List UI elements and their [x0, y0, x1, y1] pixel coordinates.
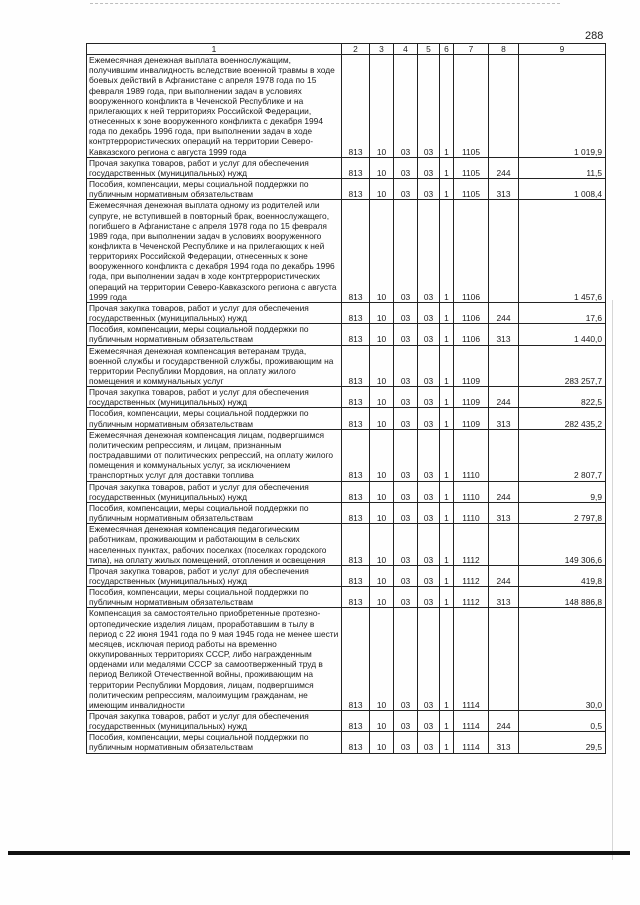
table-row: [87, 345, 606, 387]
row-code: 1110: [454, 502, 489, 523]
row-amount: 149 306,6: [519, 524, 606, 566]
row-code: 10: [370, 324, 394, 345]
table-row: [87, 179, 606, 200]
row-code: 03: [418, 481, 440, 502]
row-code: 10: [370, 55, 394, 158]
table-row: [87, 565, 606, 586]
row-code: 1: [440, 524, 454, 566]
row-code: 03: [418, 429, 440, 481]
row-code: 10: [370, 481, 394, 502]
row-amount: 822,5: [519, 387, 606, 408]
row-code: 1109: [454, 345, 489, 387]
table-row: [87, 481, 606, 502]
row-code: 03: [394, 408, 418, 429]
row-code: 03: [418, 302, 440, 323]
row-description: Ежемесячная денежная выплата одному из родителей или супруге, не вступившей в повторный брак, военнослужащего, погибшего в Афганистане с апреля 1978 года по 15 февраля 1989 года, при выполнении задач в условиях вооруженного конфликта в Чеченской Республике и на прилегающих к ней территориях Российской Федерации, отнесенных к зоне вооруженного конфликта с декабря 1994 года по декабрь 1996 года, при выполнении задач в ходе контртеррористических операций на территории Северо-Кавказского региона с августа 1999 года: [87, 200, 342, 303]
row-code: 03: [394, 345, 418, 387]
row-description: Ежемесячная денежная компенсация педагогическим работникам, проживающим и работающим в сельских населенных пунктах, рабочих поселках (поселках городского типа), на оплату жилых помещений, отопления и освещения: [87, 524, 342, 566]
row-code: 03: [418, 324, 440, 345]
row-code: 10: [370, 587, 394, 608]
row-code: 1114: [454, 711, 489, 732]
row-code: 313: [489, 179, 519, 200]
row-code: 813: [342, 524, 370, 566]
row-code: 1: [440, 481, 454, 502]
row-description: Ежемесячная денежная компенсация лицам, подвергшимся политическим репрессиям, и лицам, признанным пострадавшими от политических репрессий, на оплату жилого помещения и коммунальных услуг, за исключением транспортных услуг для доставки топлива: [87, 429, 342, 481]
row-code: 813: [342, 324, 370, 345]
row-code: 1: [440, 732, 454, 753]
row-code: 10: [370, 345, 394, 387]
row-code: [489, 429, 519, 481]
row-code: 03: [418, 408, 440, 429]
row-code: 10: [370, 608, 394, 711]
row-code: 1: [440, 302, 454, 323]
row-code: 10: [370, 524, 394, 566]
row-code: 1: [440, 55, 454, 158]
row-code: 03: [418, 524, 440, 566]
row-code: 03: [394, 200, 418, 303]
row-code: [489, 345, 519, 387]
row-code: 03: [418, 732, 440, 753]
row-description: Пособия, компенсации, меры социальной поддержки по публичным нормативным обязательствам: [87, 587, 342, 608]
table-row: [87, 608, 606, 711]
row-code: 03: [394, 732, 418, 753]
row-code: 1: [440, 387, 454, 408]
row-description: Компенсация за самостоятельно приобретенные протезно-ортопедические изделия лицам, проработавшим в тылу в период с 22 июня 1941 года по 9 мая 1945 года не менее шести месяцев, исключая период работы на временно оккупированных территориях СССР, либо награжденным орденами или медалями СССР за самоотверженный труд в период Великой Отечественной войны, проживающим на территории Республики Мордовия, лицам, подвергшимся политическим репрессиям, малоимущим гражданам, не имеющим инвалидности: [87, 608, 342, 711]
row-description: Пособия, компенсации, меры социальной поддержки по публичным нормативным обязательствам: [87, 502, 342, 523]
table-row: [87, 302, 606, 323]
row-code: 244: [489, 302, 519, 323]
row-code: 03: [394, 608, 418, 711]
row-code: 313: [489, 408, 519, 429]
row-amount: 30,0: [519, 608, 606, 711]
header-cell: 5: [418, 44, 440, 55]
row-code: 03: [394, 524, 418, 566]
table-row: [87, 711, 606, 732]
row-amount: 1 457,6: [519, 200, 606, 303]
header-cell: 8: [489, 44, 519, 55]
row-code: 03: [418, 179, 440, 200]
row-code: [489, 200, 519, 303]
row-code: 813: [342, 565, 370, 586]
row-code: 813: [342, 55, 370, 158]
row-code: 10: [370, 200, 394, 303]
table-header-row: [87, 44, 606, 55]
row-code: 813: [342, 387, 370, 408]
row-code: 244: [489, 387, 519, 408]
row-code: 1: [440, 608, 454, 711]
row-description: Прочая закупка товаров, работ и услуг для обеспечения государственных (муниципальных) нужд: [87, 481, 342, 502]
row-code: 10: [370, 429, 394, 481]
row-code: 313: [489, 324, 519, 345]
row-code: 313: [489, 732, 519, 753]
row-code: 10: [370, 387, 394, 408]
row-code: 1106: [454, 200, 489, 303]
row-code: 1: [440, 587, 454, 608]
row-code: 1105: [454, 179, 489, 200]
row-amount: 282 435,2: [519, 408, 606, 429]
row-code: 1109: [454, 387, 489, 408]
row-code: 1: [440, 157, 454, 178]
row-code: 313: [489, 587, 519, 608]
row-amount: 1 019,9: [519, 55, 606, 158]
row-code: 03: [418, 565, 440, 586]
row-code: 813: [342, 157, 370, 178]
row-code: 03: [394, 587, 418, 608]
row-code: 813: [342, 200, 370, 303]
row-code: 03: [394, 157, 418, 178]
row-code: 1114: [454, 608, 489, 711]
row-code: 03: [394, 711, 418, 732]
row-amount: 283 257,7: [519, 345, 606, 387]
row-code: 10: [370, 502, 394, 523]
row-code: 03: [394, 481, 418, 502]
row-code: 813: [342, 179, 370, 200]
row-code: 03: [394, 387, 418, 408]
row-code: 10: [370, 157, 394, 178]
row-code: 1: [440, 179, 454, 200]
row-amount: 1 440,0: [519, 324, 606, 345]
row-code: 1: [440, 429, 454, 481]
table-row: [87, 502, 606, 523]
row-code: 03: [394, 324, 418, 345]
row-code: 1: [440, 324, 454, 345]
header-cell: 7: [454, 44, 489, 55]
scan-margin-line: [612, 300, 613, 860]
row-code: 10: [370, 179, 394, 200]
scan-bottom-bar: [8, 851, 630, 855]
row-code: 1: [440, 711, 454, 732]
row-code: 813: [342, 429, 370, 481]
row-code: 10: [370, 302, 394, 323]
row-code: 10: [370, 711, 394, 732]
table-row: [87, 324, 606, 345]
row-code: 10: [370, 408, 394, 429]
row-code: 10: [370, 565, 394, 586]
row-code: 03: [394, 429, 418, 481]
row-code: 1112: [454, 587, 489, 608]
row-code: 1105: [454, 157, 489, 178]
row-code: 813: [342, 481, 370, 502]
row-code: 1: [440, 502, 454, 523]
row-description: Прочая закупка товаров, работ и услуг для обеспечения государственных (муниципальных) нужд: [87, 387, 342, 408]
row-code: 03: [394, 179, 418, 200]
row-amount: 2 807,7: [519, 429, 606, 481]
row-amount: 419,8: [519, 565, 606, 586]
row-code: 03: [418, 157, 440, 178]
row-amount: 148 886,8: [519, 587, 606, 608]
row-code: [489, 608, 519, 711]
row-code: 1109: [454, 408, 489, 429]
table-row: [87, 408, 606, 429]
row-amount: 1 008,4: [519, 179, 606, 200]
header-cell: 2: [342, 44, 370, 55]
header-cell: 1: [87, 44, 342, 55]
row-code: 1106: [454, 324, 489, 345]
row-code: 1114: [454, 732, 489, 753]
header-cell: 3: [370, 44, 394, 55]
table-row: [87, 587, 606, 608]
row-code: 03: [394, 502, 418, 523]
scan-edge-line: [90, 3, 560, 4]
header-cell: 4: [394, 44, 418, 55]
table-row: [87, 200, 606, 303]
row-code: 1: [440, 408, 454, 429]
row-code: 1: [440, 565, 454, 586]
row-code: 1112: [454, 565, 489, 586]
row-description: Прочая закупка товаров, работ и услуг для обеспечения государственных (муниципальных) нужд: [87, 302, 342, 323]
row-code: 03: [394, 55, 418, 158]
row-description: Пособия, компенсации, меры социальной поддержки по публичным нормативным обязательствам: [87, 179, 342, 200]
row-code: 244: [489, 157, 519, 178]
row-code: 03: [418, 387, 440, 408]
row-description: Пособия, компенсации, меры социальной поддержки по публичным нормативным обязательствам: [87, 408, 342, 429]
row-amount: 0,5: [519, 711, 606, 732]
row-code: 244: [489, 481, 519, 502]
row-code: 813: [342, 345, 370, 387]
row-description: Прочая закупка товаров, работ и услуг для обеспечения государственных (муниципальных) нужд: [87, 711, 342, 732]
row-code: 244: [489, 711, 519, 732]
row-code: 813: [342, 408, 370, 429]
row-code: 1: [440, 345, 454, 387]
row-description: Пособия, компенсации, меры социальной поддержки по публичным нормативным обязательствам: [87, 732, 342, 753]
row-code: 03: [418, 55, 440, 158]
row-amount: 17,6: [519, 302, 606, 323]
row-description: Ежемесячная денежная выплата военнослужащим, получившим инвалидность вследствие военной травмы в ходе боевых действий в Афганистане с апреля 1978 года по 15 февраля 1989 года, при выполнении задач в условиях вооруженного конфликта в Чеченской Республике и на прилегающих к ней территориях Российской Федерации, отнесенных к зоне вооруженного конфликта с декабря 1994 года по декабрь 1996 года, при выполнении задач в ходе контртеррористических операций на территории Северо-Кавказского региона с августа 1999 года: [87, 55, 342, 158]
row-code: 03: [394, 302, 418, 323]
row-amount: 2 797,8: [519, 502, 606, 523]
header-cell: 6: [440, 44, 454, 55]
row-description: Ежемесячная денежная компенсация ветеранам труда, военной службы и государственной службы, проживающим на территории Республики Мордовия, на оплату жилого помещения и коммунальных услуг: [87, 345, 342, 387]
row-code: 03: [418, 345, 440, 387]
row-code: 10: [370, 732, 394, 753]
row-code: 1110: [454, 481, 489, 502]
row-amount: 11,5: [519, 157, 606, 178]
row-code: 813: [342, 608, 370, 711]
table-row: [87, 157, 606, 178]
row-description: Прочая закупка товаров, работ и услуг для обеспечения государственных (муниципальных) нужд: [87, 565, 342, 586]
row-code: 313: [489, 502, 519, 523]
row-code: 1105: [454, 55, 489, 158]
row-code: 03: [418, 711, 440, 732]
row-code: 813: [342, 587, 370, 608]
row-code: 813: [342, 502, 370, 523]
row-code: 1110: [454, 429, 489, 481]
row-code: 813: [342, 711, 370, 732]
row-amount: 9,9: [519, 481, 606, 502]
row-code: [489, 55, 519, 158]
row-code: 03: [418, 608, 440, 711]
header-cell: 9: [519, 44, 606, 55]
page-number: 288: [585, 30, 604, 42]
table-row: [87, 429, 606, 481]
row-code: 1106: [454, 302, 489, 323]
table-row: [87, 524, 606, 566]
row-code: 03: [418, 502, 440, 523]
row-code: 03: [394, 565, 418, 586]
row-code: 03: [418, 587, 440, 608]
row-code: 813: [342, 302, 370, 323]
row-description: Пособия, компенсации, меры социальной поддержки по публичным нормативным обязательствам: [87, 324, 342, 345]
row-amount: 29,5: [519, 732, 606, 753]
row-code: 813: [342, 732, 370, 753]
budget-table: [86, 43, 606, 754]
row-code: 03: [418, 200, 440, 303]
table-row: [87, 55, 606, 158]
row-code: 244: [489, 565, 519, 586]
table-row: [87, 387, 606, 408]
row-code: 1112: [454, 524, 489, 566]
row-code: [489, 524, 519, 566]
row-description: Прочая закупка товаров, работ и услуг для обеспечения государственных (муниципальных) нужд: [87, 157, 342, 178]
row-code: 1: [440, 200, 454, 303]
table-row: [87, 732, 606, 753]
